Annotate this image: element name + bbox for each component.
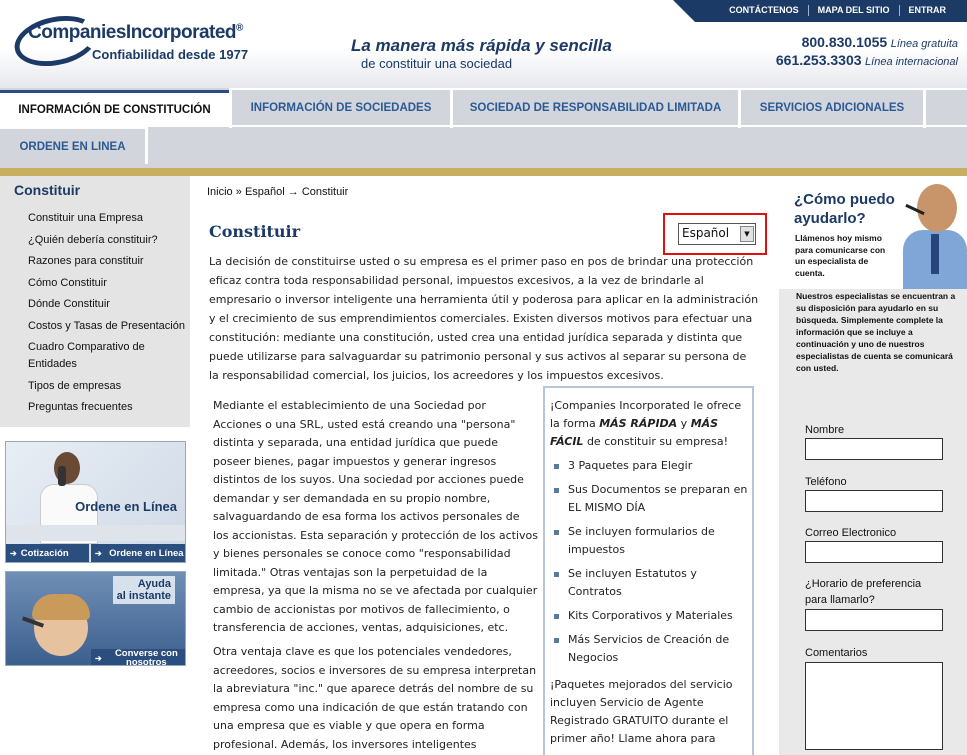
intro-paragraph: La decisión de constituirse usted o su empresa es el primer paso en pos de brindar una protección eficaz contra toda responsabilidad personal, impuestos excesivos, a la vez de brindarle al empresario o inversor inteligente una herramienta útil y poderosa para aplicar en la administración y el crecimiento de sus emprendimientos comerciales. Existen diversos motivos para efectuar una constitución: mediante una constitución, usted crea una entidad jurídica separada y distinta que puede utilizarse para salvaguardar su patrimonio personal y sus activos al separar su persona de la responsabilidad comercial, los juicios, los acreedores y los impuestos excesivos. bbox=[209, 255, 759, 382]
agent-tie bbox=[931, 234, 939, 274]
left-sidebar bbox=[0, 176, 192, 755]
sidebar-item-costos[interactable]: Costos y Tasas de Presentación bbox=[28, 319, 185, 332]
quote-button[interactable] bbox=[6, 544, 89, 562]
phone-number[interactable]: 661.253.3303 bbox=[775, 52, 862, 68]
help-header bbox=[779, 176, 967, 289]
body-paragraph: Mediante el establecimiento de una Sociedad por Acciones o una SRL, usted está creando una "persona" distinta y separada, una entidad jurídica que puede poseer bienes, pagar impuestos y generar ingresos distintos de los suyos. Una sociedad por acciones puede demandar y ser demandada en su propio nombre, salvaguardando de esa forma los activos personales de los accionistas. Esta separación y protección de los activos y bienes personales se conoce como "responsabilidad limitada." Otras ventajas son la perpetuidad de la empresa, ya que la misma no se ve afectada por cualquier cambio de accionistas por motivos de fallecimiento, o transferencia de acciones, ventas, adquisiciones, etc. bbox=[213, 399, 539, 634]
arrow-right-icon: ➔ bbox=[95, 653, 102, 663]
phone-number[interactable]: 800.830.1055 bbox=[801, 34, 888, 50]
preferred-time-label: ¿Horario de preferencia para llamarlo? bbox=[805, 578, 922, 606]
breadcrumb-arrow: → bbox=[287, 186, 299, 198]
email-label: Correo Electronico bbox=[805, 527, 897, 539]
offer-intro-text: y bbox=[677, 417, 691, 430]
offer-intro-text: ¡Companies Incorporated le ofrece la forma bbox=[550, 399, 742, 430]
utility-bar bbox=[695, 0, 967, 22]
left-menu-list bbox=[28, 210, 190, 421]
help-subtitle: Llámenos hoy mismo para comunicarse con un especialista de cuenta. bbox=[795, 233, 886, 278]
chat-button[interactable] bbox=[91, 649, 186, 666]
phone-label: Teléfono bbox=[805, 476, 847, 488]
tab-empty bbox=[926, 88, 967, 125]
sidebar-item-cuadro-comparativo[interactable]: Cuadro Comparativo de Entidades bbox=[28, 341, 145, 370]
body-paragraph: Otra ventaja clave es que los potenciales vendedores, acreedores, socios e inversores de su empresa interpretan la abreviatura "inc." que aparece detrás del nombre de su empresa como una indicación de que están tratando con una empresa que es viable y que opera en forma profesional. Además, los inversores inteligentes bbox=[213, 645, 537, 751]
logo-name: CompaniesIncorporated® bbox=[28, 22, 243, 43]
offer-box bbox=[543, 386, 754, 755]
chat-button-label: Converse con nosotros bbox=[114, 648, 178, 666]
offer-list-item: Más Servicios de Creación de Negocios bbox=[550, 631, 750, 667]
sidebar-item-donde-constituir[interactable]: Dónde Constituir bbox=[28, 298, 110, 310]
name-label: Nombre bbox=[805, 424, 845, 436]
header-subtagline: de constituir una sociedad bbox=[361, 56, 513, 71]
tab-ordene-en-linea[interactable]: ORDENE EN LINEA bbox=[0, 127, 145, 164]
promo-help-label-line2: al instante bbox=[116, 590, 171, 602]
help-title-line2: ayudarlo? bbox=[794, 210, 866, 227]
offer-emphasis: MÁS RÁPIDA bbox=[599, 417, 678, 430]
utility-links bbox=[720, 5, 955, 16]
promo-help-label-line1: Ayuda bbox=[137, 578, 171, 590]
tab-servicios-adicionales[interactable]: SERVICIOS ADICIONALES bbox=[741, 88, 923, 125]
arrow-right-icon: ➔ bbox=[95, 548, 102, 558]
sidebar-item-constituir-empresa[interactable]: Constituir una Empresa bbox=[28, 212, 143, 224]
tab-informacion-constitucion[interactable]: INFORMACIÓN DE CONSTITUCIÓN bbox=[0, 90, 229, 127]
arrow-right-icon: ➔ bbox=[10, 548, 17, 558]
language-selector-highlight bbox=[663, 213, 767, 255]
header-tagline: La manera más rápida y sencilla bbox=[351, 36, 612, 55]
offer-list-item: Se incluyen Estatutos y Contratos bbox=[550, 565, 750, 601]
offer-intro-text: de constituir su empresa! bbox=[583, 435, 728, 448]
phone-label: Línea internacional bbox=[865, 56, 958, 68]
page-title: Constituir bbox=[209, 222, 301, 241]
offer-list-item: 3 Paquetes para Elegir bbox=[550, 457, 750, 475]
offer-list bbox=[550, 457, 750, 673]
left-menu-panel bbox=[0, 176, 190, 427]
breadcrumb bbox=[207, 186, 348, 198]
tab-srl[interactable]: SOCIEDAD DE RESPONSABILIDAD LIMITADA bbox=[453, 88, 738, 125]
help-description: Nuestros especialistas se encuentran a su disposición para ayudarlo en su búsqueda. Simplemente complete la información que se incluye a continuación y uno de nuestros especialistas de cuenta se comunicará con usted. bbox=[796, 291, 956, 373]
left-menu-title: Constituir bbox=[14, 182, 81, 198]
email-field[interactable] bbox=[805, 541, 943, 563]
promo-agent-hair bbox=[32, 594, 90, 620]
offer-emphasis: MÁS FÁCIL bbox=[550, 417, 719, 448]
promo-order-online[interactable] bbox=[5, 441, 186, 563]
comments-field[interactable] bbox=[805, 662, 943, 750]
preferred-time-field[interactable] bbox=[805, 609, 943, 631]
help-title-line1: ¿Cómo puedo bbox=[794, 191, 895, 208]
offer-list-item: Se incluyen formularios de impuestos bbox=[550, 523, 750, 559]
phone-numbers bbox=[776, 34, 958, 70]
site-header bbox=[0, 0, 967, 88]
agent-photo bbox=[897, 178, 967, 289]
promo-banner-band bbox=[6, 525, 186, 541]
tab-informacion-sociedades[interactable]: INFORMACIÓN DE SOCIEDADES bbox=[232, 88, 450, 125]
nav-gold-bar bbox=[0, 168, 967, 176]
contact-link[interactable]: CONTÁCTENOS bbox=[729, 5, 799, 15]
breadcrumb-current: Constituir bbox=[301, 186, 349, 198]
sidebar-item-como-constituir[interactable]: Cómo Constituir bbox=[28, 276, 107, 289]
breadcrumb-separator: » bbox=[235, 186, 242, 198]
offer-list-item: Sus Documentos se preparan en EL MISMO DÍA bbox=[550, 481, 750, 517]
comments-label: Comentarios bbox=[805, 647, 868, 659]
phone-row-tollfree bbox=[776, 34, 958, 52]
help-title bbox=[794, 190, 895, 228]
sidebar-item-quien-constituir[interactable]: ¿Quién debería constituir? bbox=[28, 233, 158, 246]
main-nav bbox=[0, 88, 967, 176]
quote-button-label: Cotización bbox=[20, 547, 69, 559]
sidebar-item-tipos-empresas[interactable]: Tipos de empresas bbox=[28, 379, 122, 392]
language-select-value: Español bbox=[682, 226, 730, 240]
order-online-button-label: Ordene en Línea bbox=[109, 547, 184, 559]
order-online-button[interactable] bbox=[91, 544, 186, 562]
name-field[interactable] bbox=[805, 438, 943, 460]
nav-divider bbox=[145, 127, 148, 164]
sidebar-item-razones[interactable]: Razones para constituir bbox=[28, 255, 144, 267]
contact-sidebar bbox=[779, 176, 967, 755]
offer-intro bbox=[550, 397, 750, 451]
breadcrumb-home[interactable]: Inicio bbox=[207, 186, 233, 198]
language-select[interactable] bbox=[678, 223, 756, 245]
promo-order-label: Ordene en Línea bbox=[75, 499, 177, 514]
sitemap-link[interactable]: MAPA DEL SITIO bbox=[808, 5, 899, 16]
offer-outro: ¡Paquetes mejorados del servicio incluyen Servicio de Agente Registrado GRATUITO durante el primer año! Llame ahora para bbox=[550, 678, 733, 745]
dropdown-arrow-icon: ▼ bbox=[740, 226, 754, 242]
promo-instant-help[interactable] bbox=[5, 571, 186, 666]
offer-list-item: Kits Corporativos y Materiales bbox=[550, 607, 750, 625]
logo-tagline: Confiabilidad desde 1977 bbox=[92, 47, 249, 62]
phone-row-international bbox=[776, 52, 958, 70]
site-logo[interactable] bbox=[14, 14, 249, 68]
agent-face bbox=[917, 184, 957, 232]
login-link[interactable]: ENTRAR bbox=[899, 5, 956, 16]
sidebar-item-preguntas[interactable]: Preguntas frecuentes bbox=[28, 401, 133, 413]
phone-icon bbox=[58, 466, 66, 486]
phone-label: Línea gratuita bbox=[890, 38, 958, 50]
phone-field[interactable] bbox=[805, 490, 943, 512]
breadcrumb-lang[interactable]: Español bbox=[244, 186, 285, 198]
promo-help-label bbox=[113, 576, 175, 604]
